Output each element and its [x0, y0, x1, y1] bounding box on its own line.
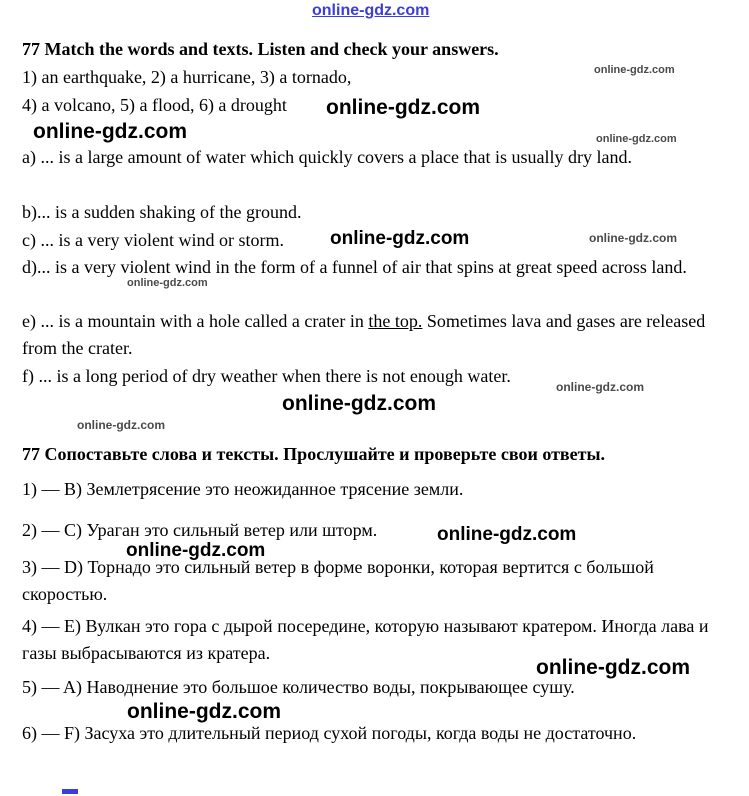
watermark-bold: online-gdz.com — [282, 392, 436, 415]
definition-a: a) ... is a large amount of water which quickly covers a place that is usually dry land. — [22, 147, 632, 167]
answer-item-3: 3) — D) Торнадо это сильный ветер в форме воронки, которая вертится с большой скоростью. — [22, 557, 654, 604]
definition-e — [22, 308, 724, 362]
definition-e-underlined-text: the top. — [368, 311, 423, 331]
definition-e-text-tail: Sometimes lava and gases are released from the crater. — [22, 311, 706, 358]
definition-f: f) ... is a long period of dry weather when there is not enough water. — [22, 366, 511, 386]
definition-d: d)... is a very violent wind in the form of a funnel of air that spins at great speed across land. — [22, 257, 687, 277]
watermark-small: online-gdz.com — [127, 277, 208, 289]
exercise-heading-en: 77 Match the words and texts. Listen and check your answers. — [22, 39, 499, 59]
answer-item-1: 1) — B) Землетрясение это неожиданное трясение земли. — [22, 479, 464, 499]
definition-c: c) ... is a very violent wind or storm. — [22, 230, 284, 250]
definition-e-text: e) ... is a mountain with a hole called a crater in — [22, 311, 369, 331]
watermark-bold: online-gdz.com — [127, 700, 281, 723]
watermark-bold: online-gdz.com — [536, 656, 690, 679]
answer-item-4: 4) — E) Вулкан это гора с дырой посередине, которую называют кратером. Иногда лава и газы выбрасываются из кратера. — [22, 616, 709, 663]
watermark-small: online-gdz.com — [594, 64, 675, 76]
watermark-small: online-gdz.com — [77, 418, 165, 432]
exercise-heading-ru: 77 Сопоставьте слова и тексты. Прослушайте и проверьте свои ответы. — [22, 444, 606, 464]
watermark-bold: online-gdz.com — [33, 120, 187, 143]
watermark-bold: online-gdz.com — [330, 228, 470, 249]
bottom-blue-mark — [62, 789, 78, 794]
word-list-line-2: 4) a volcano, 5) a flood, 6) a drought — [22, 95, 287, 115]
watermark-top-link[interactable]: online-gdz.com — [312, 2, 430, 19]
word-list-line-1: 1) an earthquake, 2) a hurricane, 3) a tornado, — [22, 67, 352, 87]
watermark-bold: online-gdz.com — [326, 96, 480, 119]
watermark-bold: online-gdz.com — [126, 540, 266, 561]
answer-item-2: 2) — C) Ураган это сильный ветер или шторм. — [22, 520, 378, 540]
watermark-bold: online-gdz.com — [437, 524, 577, 545]
answer-item-5: 5) — A) Наводнение это большое количество воды, покрывающее сушу. — [22, 677, 575, 697]
watermark-small: online-gdz.com — [596, 133, 677, 145]
watermark-small: online-gdz.com — [589, 231, 677, 245]
watermark-small: online-gdz.com — [556, 380, 644, 394]
definition-b: b)... is a sudden shaking of the ground. — [22, 202, 302, 222]
answer-item-6: 6) — F) Засуха это длительный период сухой погоды, когда воды не достаточно. — [22, 723, 637, 743]
